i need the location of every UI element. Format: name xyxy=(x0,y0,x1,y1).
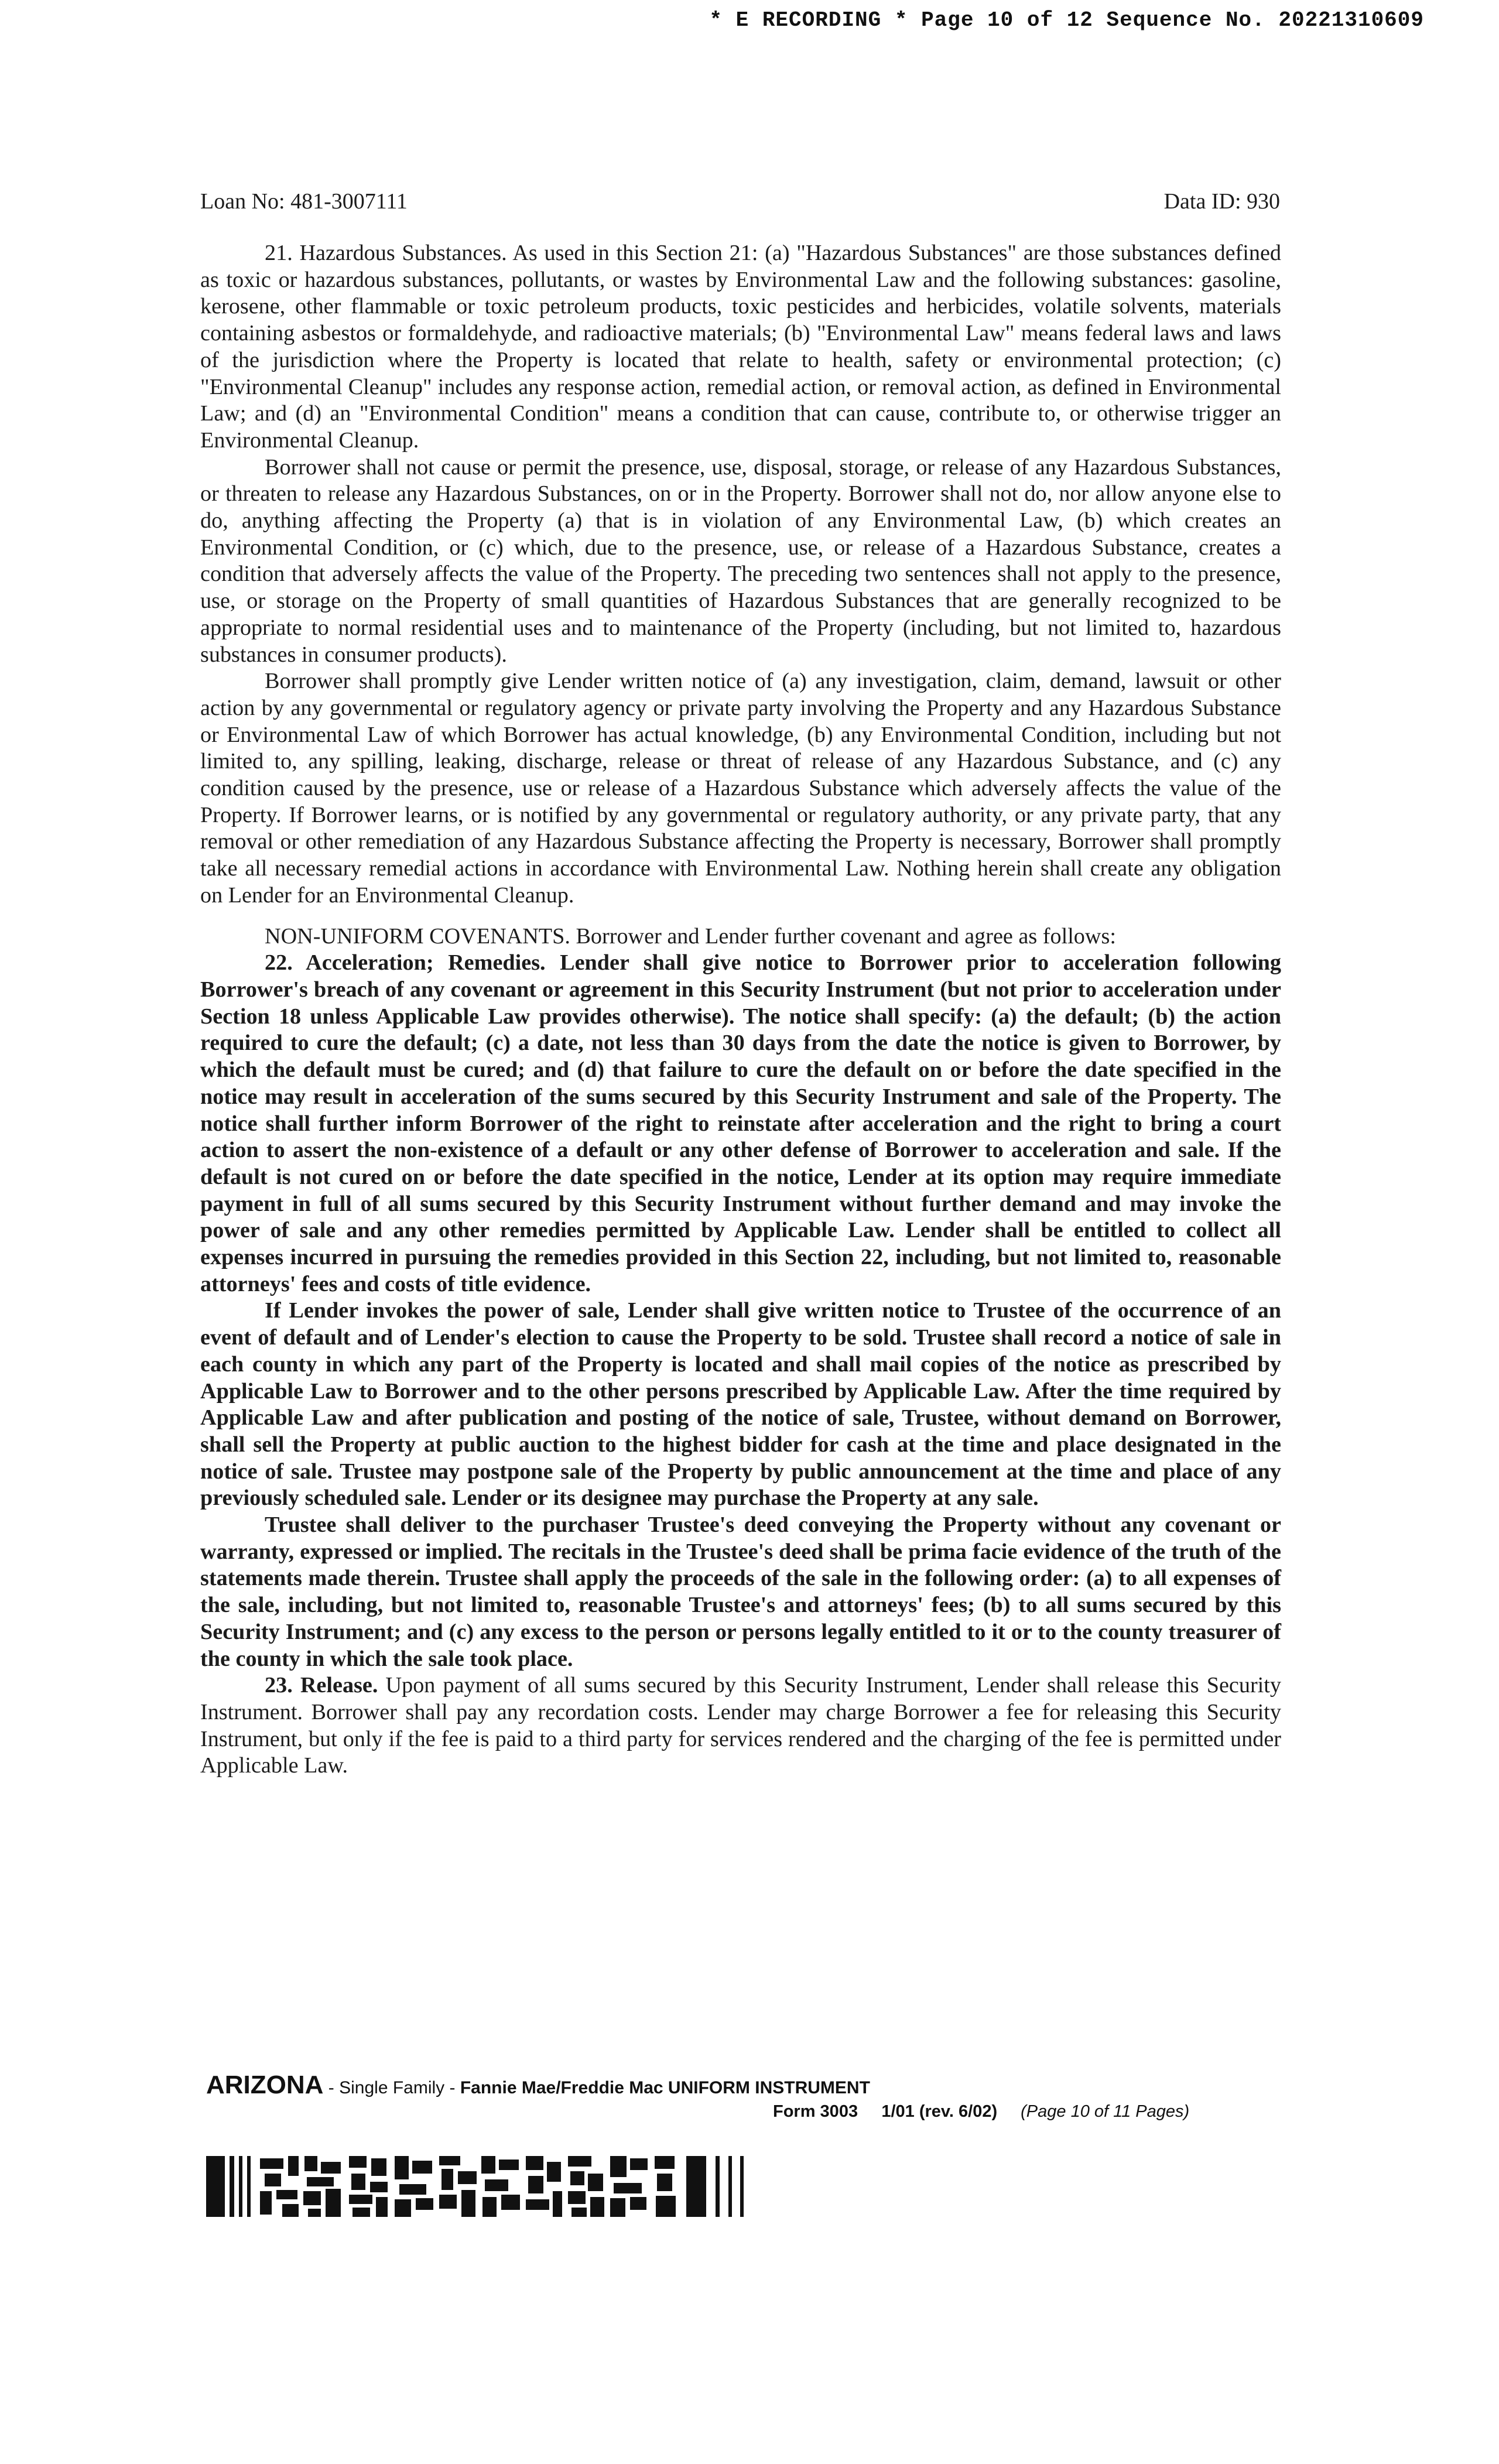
section-22-title: Acceleration; Remedies. xyxy=(306,950,546,976)
section-22-paragraph-2: If Lender invokes the power of sale, Lender shall give written notice to Trustee of the occurrence of an event of default and of Lender's election to cause the Property to be sold. Trustee shall record a notice of sale in each county in which any part of the Property is located and shall mail copies of the notice as prescribed by Applicable Law to Borrower and to the other persons prescribed by Applicable Law. After the time required by Applicable Law and after publication and posting of the notice of sale, Trustee, without demand on Borrower, shall sell the Property at public auction to the highest bidder for cash at the time and place designated in the notice of sale. Trustee may postpone sale of the Property by public announcement at the time and place of any previously scheduled sale. Lender or its designee may purchase the Property at any sale. xyxy=(200,1298,1281,1511)
non-uniform-covenants: NON-UNIFORM COVENANTS. Borrower and Lender further covenant and agree as follows: xyxy=(265,923,1116,949)
footer-page: (Page 10 of 11 Pages) xyxy=(1021,2102,1190,2121)
footer-state: ARIZONA xyxy=(206,2071,324,2099)
section-21-paragraph-3: Borrower shall promptly give Lender written notice of (a) any investigation, claim, demand, lawsuit or other action by any governmental or regulatory agency or private party involving the Property and any Hazardous Substance or Environmental Law of which Borrower has actual knowledge, (b) any Environmental Condition, including but not limited to, any spilling, leaking, discharge, release or threat of release of any Hazardous Substance, and (c) any condition caused by the presence, use or release of a Hazardous Substance which adversely affects the value of the Property. If Borrower learns, or is notified by any governmental or regulatory authority, or any private party, that any removal or other remediation of any Hazardous Substance affecting the Property is necessary, Borrower shall promptly take all necessary remedial actions in accordance with Environmental Law. Nothing herein shall create any obligation on Lender for an Environmental Cleanup. xyxy=(200,669,1281,908)
document-body xyxy=(200,240,1281,1779)
footer-instrument: Fannie Mae/Freddie Mac UNIFORM INSTRUMENT xyxy=(460,2078,870,2097)
section-23-paragraph-1 xyxy=(200,1672,1281,1779)
section-22-paragraph-1 xyxy=(200,950,1281,1298)
section-22-number: 22. xyxy=(265,950,293,976)
footer-separator-2: - xyxy=(444,2078,460,2097)
footer-form-line xyxy=(773,2102,1189,2121)
barcode-icon xyxy=(206,2156,792,2217)
section-23-text-1: Upon payment of all sums secured by this Security Instrument, Lender shall release this Security Instrument. Borrower shall pay any recordation costs. Lender may charge Borrower a fee for releasing this Security Instrument, but only if the fee is paid to a third party for services rendered and the charging of the fee is permitted under Applicable Law. xyxy=(200,1673,1281,1778)
data-id: Data ID: 930 xyxy=(1163,189,1280,214)
footer-family: Single Family xyxy=(339,2078,445,2097)
footer-separator-1: - xyxy=(323,2078,340,2097)
footer-instrument-line xyxy=(206,2071,870,2100)
section-21-number: 21. xyxy=(265,241,293,265)
section-21-title: Hazardous Substances. xyxy=(299,241,507,265)
section-22-paragraph-3: Trustee shall deliver to the purchaser Trustee's deed conveying the Property without any covenant or warranty, expressed or implied. The recitals in the Trustee's deed shall be prima facie evidence of the truth of the statements made therein. Trustee shall apply the proceeds of the sale in the following order: (a) to all expenses of the sale, including, but not limited to, reasonable Trustee's and attorneys' fees; (b) to all sums secured by this Security Instrument; and (c) any excess to the person or persons legally entitled to it or to the county treasurer of the county in which the sale took place. xyxy=(200,1512,1281,1671)
section-22-text-1: Lender shall give notice to Borrower prior to acceleration following Borrower's breach of any covenant or agreement in this Security Instrument (but not prior to acceleration under Section 18 unless Applicable Law provides otherwise). The notice shall specify: (a) the default; (b) the action required to cure the default; (c) a date, not less than 30 days from the date the notice is given to Borrower, by which the default must be cured; and (d) that failure to cure the default on or before the date specified in the notice may result in acceleration of the sums secured by this Security Instrument and sale of the Property. The notice shall further inform Borrower of the right to reinstate after acceleration and the right to bring a court action to assert the non-existence of a default or any other defense of Borrower to acceleration and sale. If the default is not cured on or before the date specified in the notice, Lender at its option may require immediate payment in full of all sums secured by this Security Instrument without further demand and may invoke the power of sale and any other remedies permitted by Applicable Law. Lender shall be entitled to collect all expenses incurred in pursuing the remedies provided in this Section 22, including, but not limited to, reasonable attorneys' fees and costs of title evidence. xyxy=(200,950,1282,1296)
loan-number: Loan No: 481-3007111 xyxy=(200,189,408,214)
section-21-paragraph-2: Borrower shall not cause or permit the presence, use, disposal, storage, or release of any Hazardous Substances, or threaten to release any Hazardous Substances, on or in the Property. Borrower shall not do, nor allow anyone else to do, anything affecting the Property (a) that is in violation of any Environmental Law, (b) which creates an Environmental Condition, or (c) which, due to the presence, use, or release of a Hazardous Substance, creates a condition that adversely affects the value of the Property. The preceding two sentences shall not apply to the presence, use, or storage on the Property of small quantities of Hazardous Substances that are generally recognized to be appropriate to normal residential uses and to maintenance of the Property (including, but not limited to, hazardous substances in consumer products). xyxy=(200,454,1281,667)
section-23-title: Release. xyxy=(300,1673,378,1698)
section-23-number: 23. xyxy=(265,1673,293,1698)
section-21-paragraph-1 xyxy=(200,240,1281,454)
recording-header: * E RECORDING * Page 10 of 12 Sequence No. 20221310609 xyxy=(709,8,1424,32)
section-21-text-1: As used in this Section 21: (a) "Hazardous Substances" are those substances defined as toxic or hazardous substances, pollutants, or wastes by Environmental Law and the following substances: gasoline, kerosene, other flammable or toxic petroleum products, toxic pesticides and herbicides, volatile solvents, materials containing asbestos or formaldehyde, and radioactive materials; (b) "Environmental Law" means federal laws and laws of the jurisdiction where the Property is located that relate to health, safety or environmental protection; (c) "Environmental Cleanup" includes any response action, remedial action, or removal action, as defined in Environmental Law; and (d) an "Environmental Condition" means a condition that can cause, contribute to, or otherwise trigger an Environmental Cleanup. xyxy=(200,241,1281,453)
footer-form: Form 3003 1/01 (rev. 6/02) xyxy=(773,2102,998,2121)
